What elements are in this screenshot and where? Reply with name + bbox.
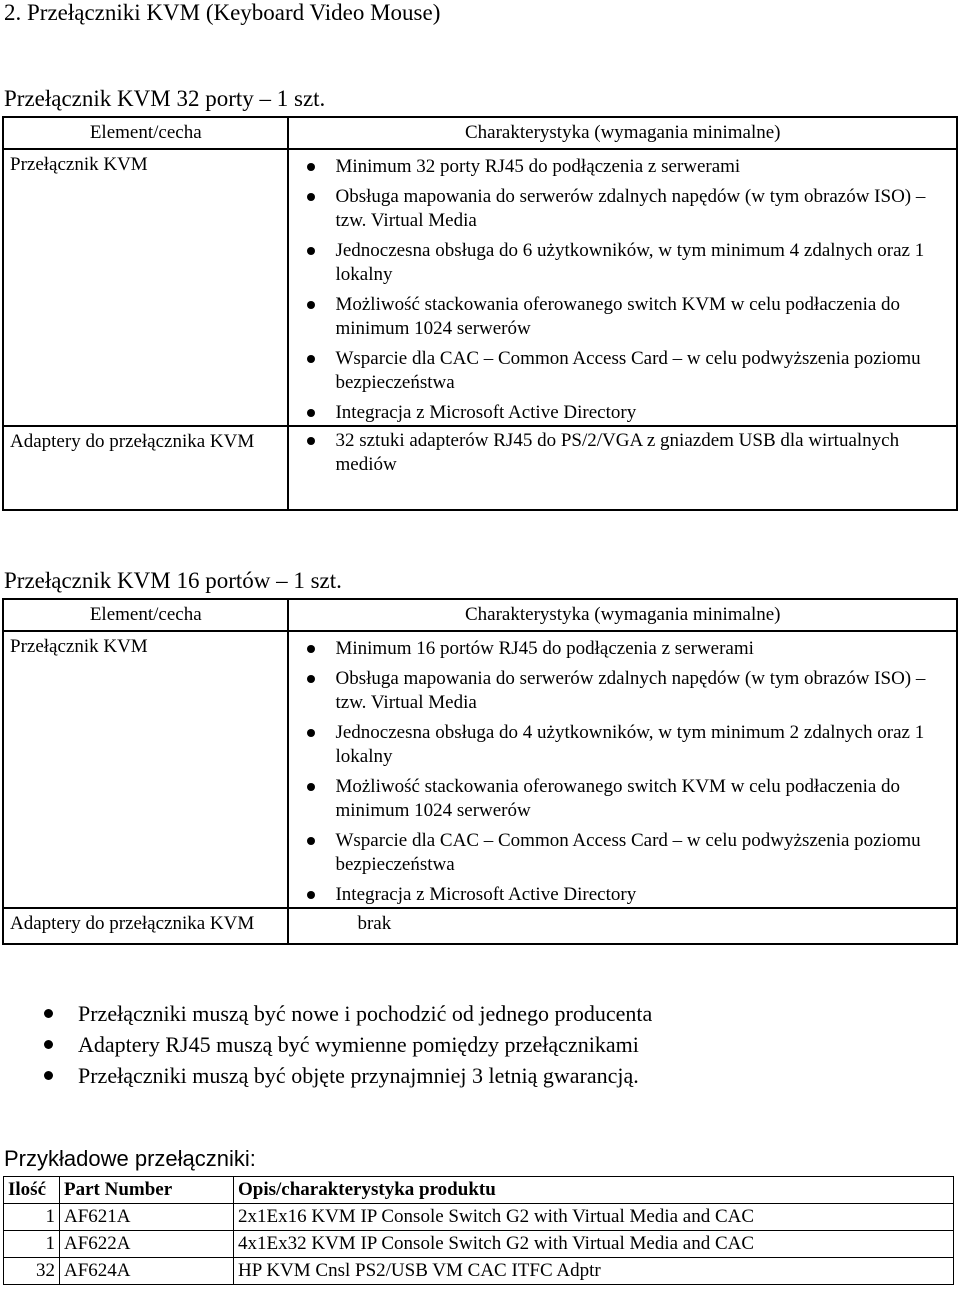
- col-header-part: Part Number: [60, 1177, 234, 1204]
- bullet-icon: [307, 355, 315, 363]
- header-element: Element/cecha: [3, 599, 288, 631]
- requirements-list: [40, 998, 652, 1091]
- product-title-16: Przełącznik KVM 16 portów – 1 szt.: [4, 568, 342, 593]
- part-cell: AF624A: [60, 1258, 234, 1285]
- part-cell: AF621A: [60, 1204, 234, 1231]
- feature-list: [289, 155, 956, 425]
- row-element-label: Przełącznik KVM: [3, 631, 288, 908]
- bullet-icon: [307, 193, 315, 201]
- table-row: [4, 1204, 954, 1231]
- header-element: Element/cecha: [3, 117, 288, 149]
- examples-title: Przykładowe przełączniki:: [4, 1146, 256, 1171]
- bullet-icon: [307, 891, 315, 899]
- list-item: Minimum 32 porty RJ45 do podłączenia z serwerami: [335, 155, 956, 179]
- list-item: Wsparcie dla CAC – Common Access Card – w celu podwyższenia poziomu bezpieczeństwa: [335, 347, 956, 395]
- list-item: Jednoczesna obsługa do 4 użytkowników, w tym minimum 2 zdalnych oraz 1 lokalny: [335, 721, 956, 769]
- list-item: Wsparcie dla CAC – Common Access Card – w celu podwyższenia poziomu bezpieczeństwa: [335, 829, 956, 877]
- bullet-icon: [44, 1009, 53, 1018]
- list-item: Przełączniki muszą być objęte przynajmniej 3 letnią gwarancją.: [40, 1060, 652, 1091]
- header-charakterystyka: Charakterystyka (wymagania minimalne): [288, 599, 957, 631]
- list-item: 32 sztuki adapterów RJ45 do PS/2/VGA z gniazdem USB dla wirtualnych mediów: [335, 429, 956, 477]
- list-item: Integracja z Microsoft Active Directory: [335, 401, 956, 425]
- table-row: [4, 1231, 954, 1258]
- col-header-qty: Ilość: [4, 1177, 60, 1204]
- bullet-icon: [307, 409, 315, 417]
- row-element-label: Adaptery do przełącznika KVM: [3, 426, 288, 510]
- bullet-icon: [307, 729, 315, 737]
- bullet-icon: [44, 1040, 53, 1049]
- header-charakterystyka: Charakterystyka (wymagania minimalne): [288, 117, 957, 149]
- row-element-label: Przełącznik KVM: [3, 149, 288, 426]
- section-title: 2. Przełączniki KVM (Keyboard Video Mouse): [4, 0, 441, 25]
- feature-list: [289, 429, 956, 477]
- list-item: Możliwość stackowania oferowanego switch KVM w celu podłaczenia do minimum 1024 serwerów: [335, 775, 956, 823]
- col-header-desc: Opis/charakterystyka produktu: [234, 1177, 954, 1204]
- bullet-icon: [307, 675, 315, 683]
- desc-cell: 4x1Ex32 KVM IP Console Switch G2 with Virtual Media and CAC: [234, 1231, 954, 1258]
- bullet-icon: [44, 1071, 53, 1080]
- qty-cell: 32: [4, 1258, 60, 1285]
- list-item: Integracja z Microsoft Active Directory: [335, 883, 956, 907]
- bullet-icon: [307, 437, 315, 445]
- spec-table-32: [2, 116, 958, 511]
- feature-list: [289, 637, 956, 907]
- product-title-32: Przełącznik KVM 32 porty – 1 szt.: [4, 86, 326, 111]
- table-row: [4, 1258, 954, 1285]
- bullet-icon: [307, 301, 315, 309]
- qty-cell: 1: [4, 1204, 60, 1231]
- bullet-icon: [307, 247, 315, 255]
- part-cell: AF622A: [60, 1231, 234, 1258]
- qty-cell: 1: [4, 1231, 60, 1258]
- desc-cell: 2x1Ex16 KVM IP Console Switch G2 with Virtual Media and CAC: [234, 1204, 954, 1231]
- spec-table-16: [2, 598, 958, 945]
- bullet-icon: [307, 645, 315, 653]
- row-element-label: Adaptery do przełącznika KVM: [3, 908, 288, 944]
- list-item: Przełączniki muszą być nowe i pochodzić od jednego producenta: [40, 998, 652, 1029]
- desc-cell: HP KVM Cnsl PS2/USB VM CAC ITFC Adptr: [234, 1258, 954, 1285]
- bullet-icon: [307, 163, 315, 171]
- list-item: Adaptery RJ45 muszą być wymienne pomiędzy przełącznikami: [40, 1029, 652, 1060]
- list-item: Minimum 16 portów RJ45 do podłączenia z serwerami: [335, 637, 956, 661]
- list-item: Obsługa mapowania do serwerów zdalnych napędów (w tym obrazów ISO) – tzw. Virtual Media: [335, 667, 956, 715]
- adapter-value: brak: [288, 908, 957, 944]
- bullet-icon: [307, 783, 315, 791]
- list-item: Jednoczesna obsługa do 6 użytkowników, w tym minimum 4 zdalnych oraz 1 lokalny: [335, 239, 956, 287]
- list-item: Obsługa mapowania do serwerów zdalnych napędów (w tym obrazów ISO) – tzw. Virtual Media: [335, 185, 956, 233]
- examples-table: [3, 1176, 954, 1285]
- bullet-icon: [307, 837, 315, 845]
- list-item: Możliwość stackowania oferowanego switch KVM w celu podłaczenia do minimum 1024 serwerów: [335, 293, 956, 341]
